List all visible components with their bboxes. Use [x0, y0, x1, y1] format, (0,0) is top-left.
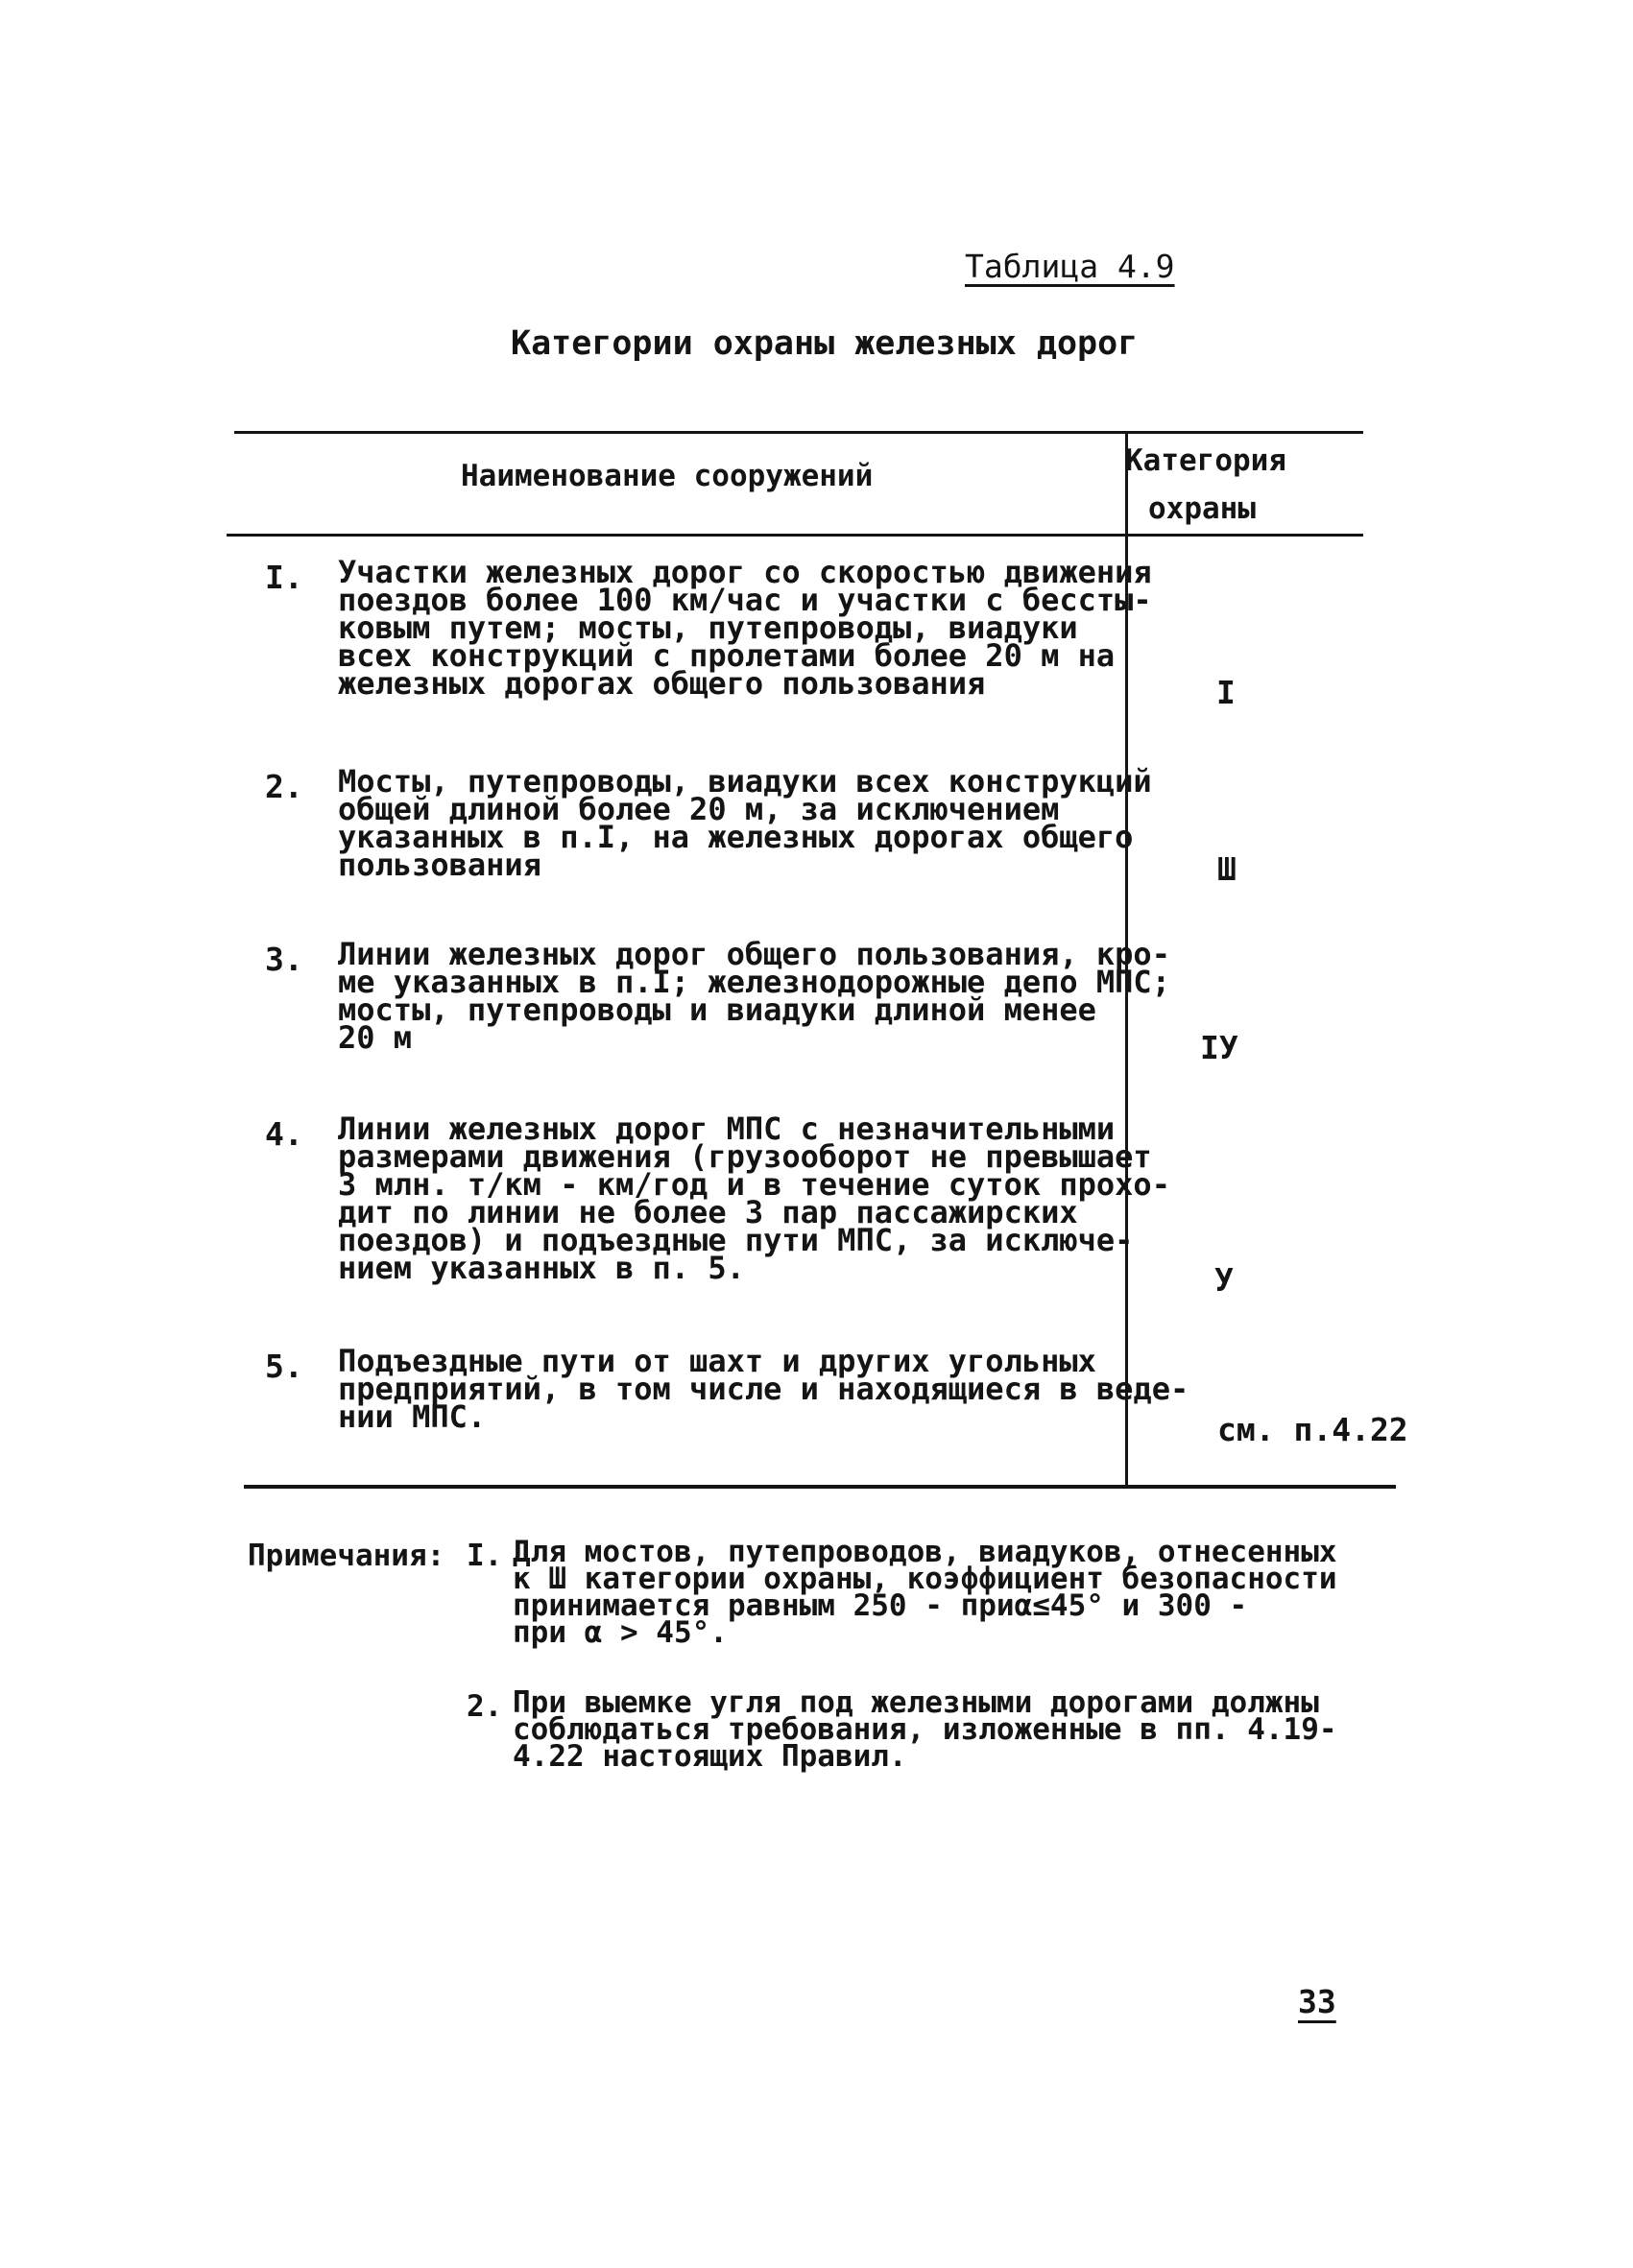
table-title: Категории охраны железных дорог [511, 324, 1139, 363]
header-name-column: Наименование сооружений [461, 459, 874, 493]
row-text: Линии железных дорог МПС с незначительными размерами движения (грузооборот не превышает 3 млн. т/км - км/год и в течение суток прохо- дит по линии не более 3 пар пассажирских поездов) и подъездные пути МПС, за исключе- нием указанных в п. 5. [338, 1110, 1170, 1286]
note-number: 2. [467, 1689, 503, 1724]
row-number: 3. [265, 941, 303, 978]
row-text: Линии железных дорог общего пользования, кро- ме указанных в п.I; железнодорожные депо МПС; мосты, путепроводы и виадуки длиной менее 20 м [338, 936, 1170, 1056]
row-category: У [1214, 1261, 1234, 1299]
table-header-rule [227, 534, 1363, 537]
row-category: I [1216, 674, 1236, 711]
note-text: При выемке угля под железными дорогами должны соблюдаться требования, изложенные в пп. 4.19- 4.22 настоящих Правил. [513, 1685, 1337, 1774]
header-category-column: Категория [1125, 443, 1286, 478]
row-number: 2. [265, 768, 303, 805]
header-category-column-line2: охраны [1148, 491, 1256, 526]
page-number: 33 [1298, 1983, 1336, 2020]
row-text: Участки железных дорог со скоростью движения поездов более 100 км/час и участки с бессты- ковым путем; мосты, путепроводы, виадуки всех конструкций с пролетами более 20 м на железных дорогах общего пользования [338, 554, 1152, 702]
notes-label: Примечания: [248, 1539, 445, 1573]
row-text: Подъездные пути от шахт и других угольных предприятий, в том числе и находящиеся в веде- нии МПС. [338, 1343, 1189, 1435]
table-top-rule [234, 431, 1363, 434]
row-category: IУ [1200, 1029, 1238, 1066]
note-text: Для мостов, путепроводов, виадуков, отнесенных к Ш категории охраны, коэффициент безопасности принимается равным 250 - приα≤45° и 300 - при α > 45°. [513, 1535, 1337, 1650]
table-label: Таблица 4.9 [965, 248, 1175, 285]
note-number: I. [467, 1539, 503, 1573]
row-text: Мосты, путепроводы, виадуки всех конструкций общей длиной более 20 м, за исключением указанных в п.I, на железных дорогах общего пользования [338, 763, 1152, 883]
row-category: см. п.4.22 [1217, 1411, 1408, 1448]
table-bottom-rule [244, 1485, 1396, 1489]
row-number: 5. [265, 1348, 303, 1385]
row-number: 4. [265, 1115, 303, 1153]
row-number: I. [265, 559, 303, 596]
row-category: Ш [1217, 850, 1237, 888]
